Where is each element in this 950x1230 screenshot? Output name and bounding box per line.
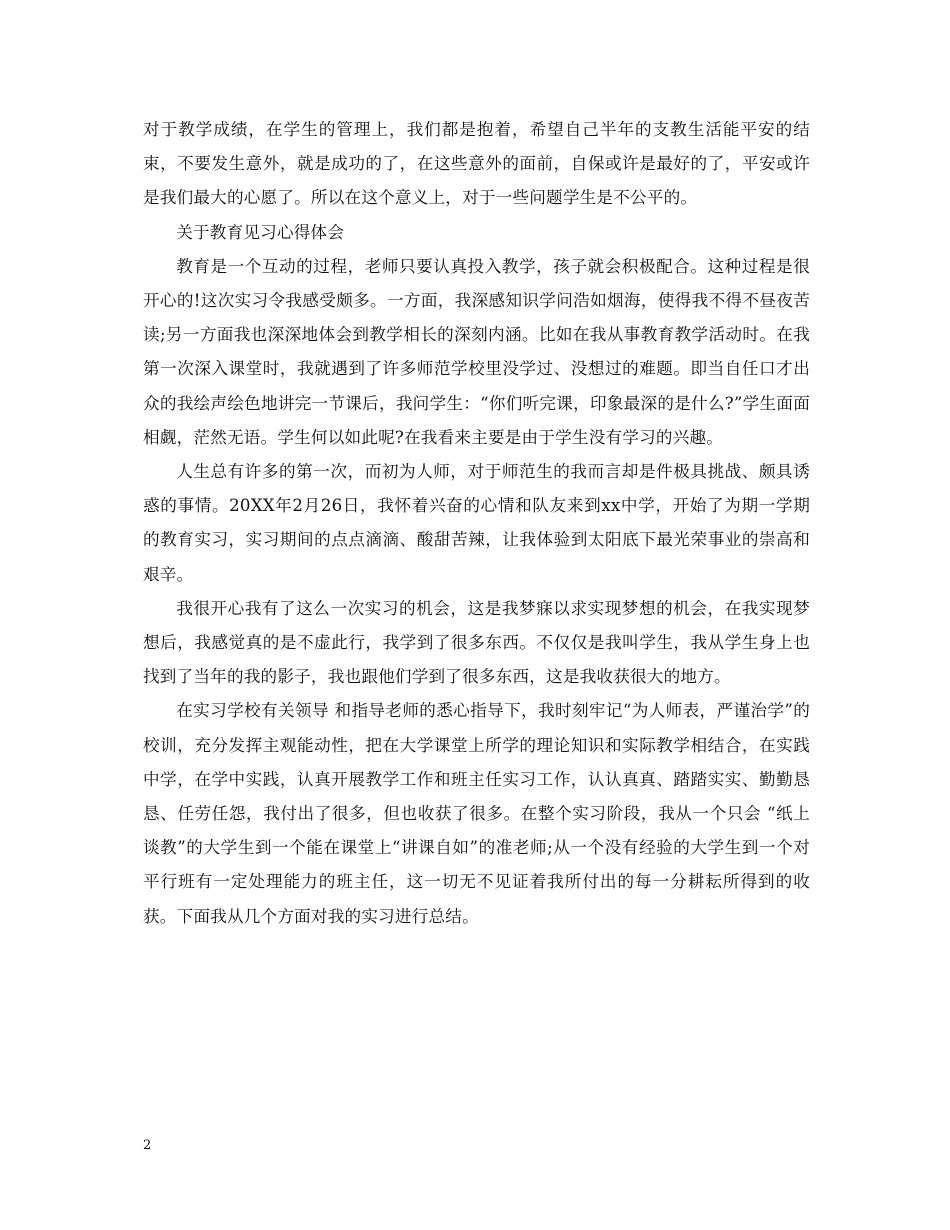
- page-number: 2: [143, 1138, 152, 1153]
- paragraph-3: 人生总有许多的第一次，而初为人师，对于师范生的我而言却是件极具挑战、颇具诱惑的事情。20XX年2月26日，我怀着兴奋的心情和队友来到xx中学，开始了为期一学期的教育实习，实习期间的点点滴滴、酸甜苦辣，让我体验到太阳底下最光荣事业的崇高和艰辛。: [143, 462, 810, 584]
- section-heading: 关于教育见习心得体会: [176, 222, 345, 242]
- document-body: [143, 113, 810, 934]
- paragraph-2: 教育是一个互动的过程，老师只要认真投入教学，孩子就会积极配合。这种过程是很开心的!这次实习令我感受颇多。一方面，我深感知识学问浩如烟海，使得我不得不昼夜苦读;另一方面我也深深地体会到教学相长的深刻内涵。比如在我从事教育教学活动时。在我第一次深入课堂时，我就遇到了许多师范学校里没学过、没想过的难题。即当自任口才出众的我绘声绘色地讲完一节课后，我问学生：“你们听完课，印象最深的是什么?”学生面面相觑，茫然无语。学生何以如此呢?在我看来主要是由于学生没有学习的兴趣。: [143, 256, 810, 447]
- paragraph-5: 在实习学校有关领导 和指导老师的悉心指导下，我时刻牢记“为人师表，严谨治学”的校训，充分发挥主观能动性，把在大学课堂上所学的理论知识和实际教学相结合，在实践中学，在学中实践，认真开展教学工作和班主任实习工作，认认真真、踏踏实实、勤勤恳恳、任劳任怨，我付出了很多，但也收获了很多。在整个实习阶段，我从一个只会 “纸上谈教”的大学生到一个能在课堂上“讲课自如”的准老师;从一个没有经验的大学生到一个对平行班有一定处理能力的班主任，这一切无不见证着我所付出的每一分耕耘所得到的收获。下面我从几个方面对我的实习进行总结。: [143, 701, 810, 926]
- paragraph-4: 我很开心我有了这么一次实习的机会，这是我梦寐以求实现梦想的机会，在我实现梦想后，我感觉真的是不虚此行，我学到了很多东西。不仅仅是我叫学生，我从学生身上也找到了当年的我的影子，我也跟他们学到了很多东西，这是我收获很大的地方。: [143, 598, 810, 687]
- paragraph-1: 对于教学成绩，在学生的管理上，我们都是抱着，希望自己半年的支教生活能平安的结束，不要发生意外，就是成功的了，在这些意外的面前，自保或许是最好的了，平安或许是我们最大的心愿了。所以在这个意义上，对于一些问题学生是不公平的。: [143, 120, 810, 208]
